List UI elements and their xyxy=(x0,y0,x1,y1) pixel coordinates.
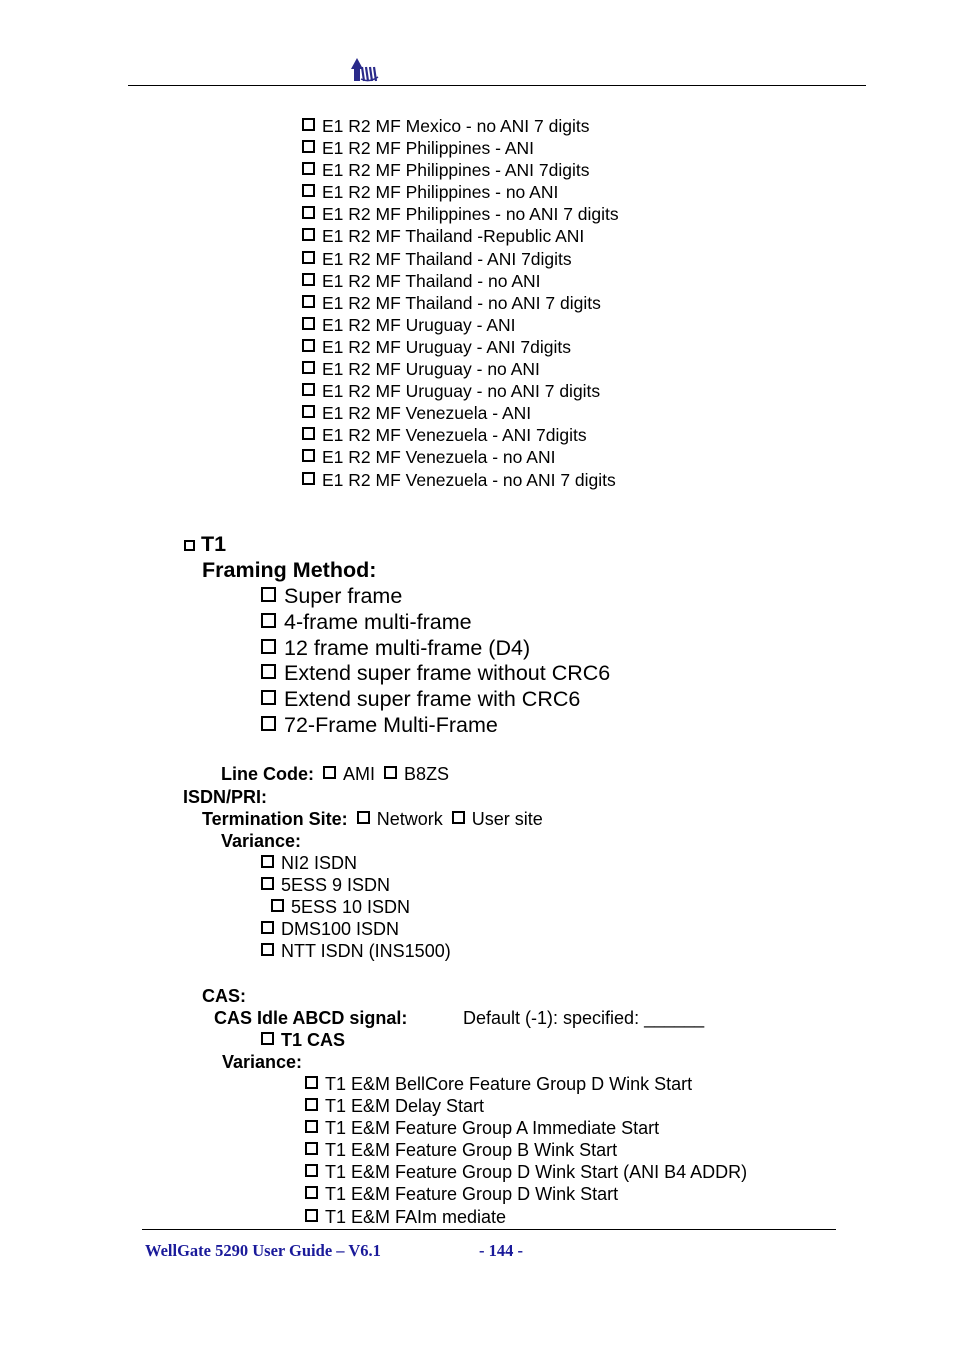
checkbox[interactable] xyxy=(261,716,276,731)
t1-cas-option: T1 CAS xyxy=(261,1030,345,1051)
cas-variance-label: Variance: xyxy=(222,1052,303,1072)
checkbox[interactable] xyxy=(305,1120,318,1133)
list-item: T1 E&M BellCore Feature Group D Wink Start xyxy=(305,1073,747,1095)
checkbox[interactable] xyxy=(302,405,315,418)
line-code-option-b8zs: B8ZS xyxy=(404,764,450,784)
list-item: T1 E&M Feature Group D Wink Start xyxy=(305,1183,747,1205)
checkbox[interactable] xyxy=(305,1209,318,1222)
checkbox[interactable] xyxy=(302,427,315,440)
list-item: T1 E&M Feature Group D Wink Start (ANI B4 ADDR) xyxy=(305,1161,747,1183)
list-item: T1 E&M FAIm mediate xyxy=(305,1206,747,1228)
list-item: 72-Frame Multi-Frame xyxy=(261,713,610,739)
list-item: E1 R2 MF Thailand - ANI 7digits xyxy=(302,248,619,270)
checkbox[interactable] xyxy=(302,339,315,352)
framing-options-list xyxy=(261,584,610,739)
t1-heading: T1 xyxy=(184,532,226,557)
checkbox[interactable] xyxy=(305,1164,318,1177)
isdn-variance-option: 5ESS 9 ISDN xyxy=(261,875,390,896)
list-item: E1 R2 MF Venezuela - ANI xyxy=(302,402,619,424)
list-item: Extend super frame without CRC6 xyxy=(261,661,610,687)
checkbox[interactable] xyxy=(261,921,274,934)
line-code-option-ami: AMI xyxy=(343,764,376,784)
checkbox[interactable] xyxy=(302,118,315,131)
list-item: T1 E&M Feature Group B Wink Start xyxy=(305,1139,747,1161)
checkbox[interactable] xyxy=(184,540,195,551)
list-item: 12 frame multi-frame (D4) xyxy=(261,636,610,662)
checkbox[interactable] xyxy=(261,690,276,705)
list-item: E1 R2 MF Venezuela - ANI 7digits xyxy=(302,424,619,446)
line-code-label: Line Code: xyxy=(221,764,314,784)
checkbox[interactable] xyxy=(302,273,315,286)
checkbox[interactable] xyxy=(305,1076,318,1089)
checkbox[interactable] xyxy=(302,383,315,396)
isdn-variance-option: NTT ISDN (INS1500) xyxy=(261,941,451,962)
list-item: E1 R2 MF Thailand - no ANI 7 digits xyxy=(302,292,619,314)
checkbox[interactable] xyxy=(302,228,315,241)
list-item: T1 E&M Delay Start xyxy=(305,1095,747,1117)
checkbox[interactable] xyxy=(302,162,315,175)
list-item: Super frame xyxy=(261,584,610,610)
footer-guide-title: WellGate 5290 User Guide – V6.1 xyxy=(145,1241,381,1260)
cas-idle-label: CAS Idle ABCD signal: xyxy=(214,1008,408,1028)
isdn-heading: ISDN/PRI: xyxy=(183,787,268,807)
termination-site-label: Termination Site: xyxy=(202,809,348,829)
checkbox[interactable] xyxy=(261,943,274,956)
list-item: E1 R2 MF Philippines - no ANI 7 digits xyxy=(302,203,619,225)
checkbox[interactable] xyxy=(261,877,274,890)
checkbox[interactable] xyxy=(452,811,465,824)
termination-option-network: Network xyxy=(376,809,443,829)
cas-heading: CAS: xyxy=(202,986,246,1006)
list-item: E1 R2 MF Thailand - no ANI xyxy=(302,270,619,292)
list-item: E1 R2 MF Thailand -Republic ANI xyxy=(302,225,619,247)
checkbox[interactable] xyxy=(261,1032,274,1045)
line-code-row xyxy=(221,764,449,785)
isdn-variance-label: Variance: xyxy=(221,831,302,851)
checkbox[interactable] xyxy=(302,317,315,330)
list-item: E1 R2 MF Venezuela - no ANI xyxy=(302,446,619,468)
isdn-variance-option: 5ESS 10 ISDN xyxy=(271,897,410,918)
checkbox[interactable] xyxy=(261,613,276,628)
isdn-variance-option: NI2 ISDN xyxy=(261,853,357,874)
checkbox[interactable] xyxy=(357,811,370,824)
list-item: T1 E&M Feature Group A Immediate Start xyxy=(305,1117,747,1139)
termination-option-user-site: User site xyxy=(471,809,543,829)
checkbox[interactable] xyxy=(302,295,315,308)
termination-site-row xyxy=(202,809,543,830)
checkbox[interactable] xyxy=(261,855,274,868)
list-item: E1 R2 MF Philippines - ANI 7digits xyxy=(302,159,619,181)
list-item: E1 R2 MF Uruguay - ANI 7digits xyxy=(302,336,619,358)
checkbox[interactable] xyxy=(302,251,315,264)
list-item: E1 R2 MF Venezuela - no ANI 7 digits xyxy=(302,469,619,491)
checkbox[interactable] xyxy=(302,361,315,374)
header-rule xyxy=(128,85,866,86)
checkbox[interactable] xyxy=(261,664,276,679)
checkbox[interactable] xyxy=(261,639,276,654)
framing-method-label: Framing Method: xyxy=(202,558,377,582)
checkbox[interactable] xyxy=(384,766,397,779)
checkbox[interactable] xyxy=(305,1098,318,1111)
list-item: E1 R2 MF Mexico - no ANI 7 digits xyxy=(302,115,619,137)
checkbox[interactable] xyxy=(302,449,315,462)
list-item: 4-frame multi-frame xyxy=(261,610,610,636)
list-item: E1 R2 MF Uruguay - no ANI 7 digits xyxy=(302,380,619,402)
checkbox[interactable] xyxy=(261,587,276,602)
isdn-variance-option: DMS100 ISDN xyxy=(261,919,399,940)
company-logo xyxy=(349,55,379,83)
list-item: E1 R2 MF Uruguay - no ANI xyxy=(302,358,619,380)
checkbox[interactable] xyxy=(323,766,336,779)
checkbox[interactable] xyxy=(302,472,315,485)
checkbox[interactable] xyxy=(302,206,315,219)
footer-page-number: - 144 - xyxy=(479,1241,523,1260)
list-item: E1 R2 MF Philippines - ANI xyxy=(302,137,619,159)
checkbox[interactable] xyxy=(305,1142,318,1155)
e1-variant-list xyxy=(302,115,619,491)
checkbox[interactable] xyxy=(302,140,315,153)
checkbox[interactable] xyxy=(271,899,284,912)
cas-idle-value: Default (-1): specified: ______ xyxy=(463,1008,705,1028)
checkbox[interactable] xyxy=(302,184,315,197)
footer-rule xyxy=(142,1229,836,1230)
checkbox[interactable] xyxy=(305,1186,318,1199)
list-item: E1 R2 MF Uruguay - ANI xyxy=(302,314,619,336)
list-item: E1 R2 MF Philippines - no ANI xyxy=(302,181,619,203)
cas-variance-list xyxy=(305,1073,747,1228)
list-item: Extend super frame with CRC6 xyxy=(261,687,610,713)
